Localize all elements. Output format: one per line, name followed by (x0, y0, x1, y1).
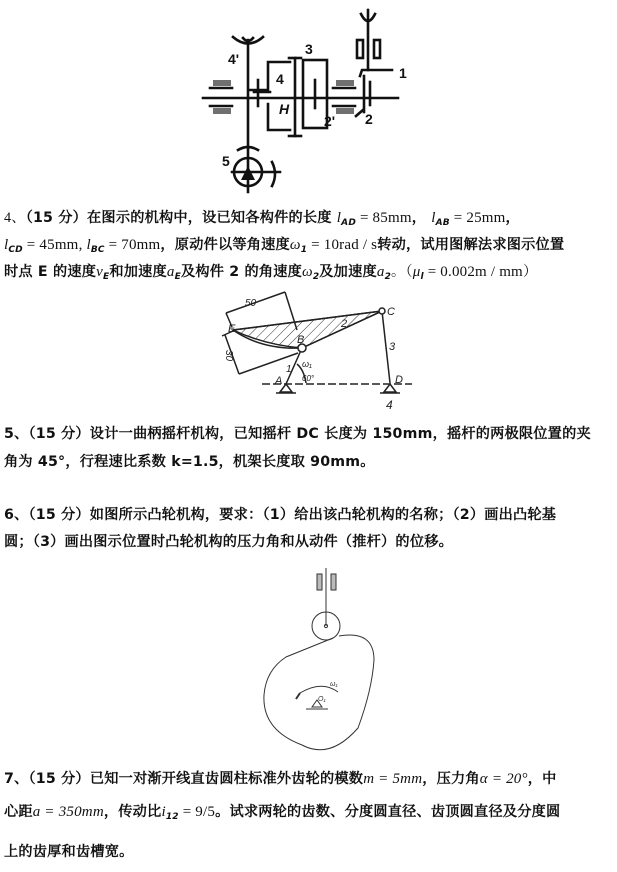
q4-line-2 (4, 236, 564, 259)
gear-label-3: 3 (305, 41, 313, 57)
point-D: D (395, 374, 403, 386)
gear-label-2prime: 2' (324, 113, 336, 129)
link-2: 2 (341, 318, 348, 330)
omega-label: ω₁ (302, 359, 312, 369)
q7-text: ，中 (527, 771, 557, 787)
q6-line-2: 圆；（3）画出图示位置时凸轮机构的压力角和从动件（推杆）的位移。 (4, 534, 453, 550)
value-mu: = 0.002m / mm (423, 264, 523, 280)
q4-text: 及构件 2 的角速度 (180, 264, 303, 280)
dim-50: 50 (245, 298, 257, 309)
q4-line-1 (4, 209, 520, 232)
q7-text: 。试求两轮的齿数、分度圆直径、齿顶圆直径及分度圆 (215, 804, 561, 820)
value-lab: = 25mm (449, 210, 506, 226)
sub-cd: CD (8, 245, 23, 255)
q7-line-3: 上的齿厚和齿槽宽。 (4, 844, 134, 860)
sub-e: E (102, 272, 110, 282)
q4-text: 时点 E 的速度 (4, 264, 97, 280)
gear-label-5: 5 (222, 153, 230, 169)
q4-text: 转动，试用图解法求图示位置 (377, 237, 565, 253)
q4-text: 及加速度 (319, 264, 377, 280)
var-i: i (161, 804, 166, 820)
var-l: l (4, 237, 9, 253)
gear-label-H: H (279, 101, 290, 117)
link-4: 4 (386, 398, 393, 412)
q5-line-1: 5、（15 分）设计一曲柄摇杆机构，已知摇杆 DC 长度为 150mm，摇杆的两极限位置的夹 (4, 426, 591, 442)
var-a: a (166, 264, 175, 280)
var-l: l (86, 237, 91, 253)
value-pressure-angle: α = 20° (479, 771, 528, 787)
cam-figure (260, 565, 400, 755)
value-lcd: = 45mm (22, 237, 79, 253)
gear-label-2: 2 (365, 111, 373, 127)
var-a: a (376, 264, 385, 280)
q4-text: 和加速度 (109, 264, 167, 280)
q5-line-2: 角为 45°，行程速比系数 k=1.5，机架长度取 90mm。 (4, 454, 375, 470)
q4-line-3 (4, 263, 537, 286)
sub-e: E (174, 272, 181, 282)
separator: ， (411, 210, 427, 226)
point-C: C (387, 306, 395, 318)
point-E: E (228, 323, 236, 335)
q7-points: （15 分） (28, 771, 90, 787)
q4-number: 4、 (4, 210, 26, 226)
q6-line-1: 6、（15 分）如图所示凸轮机构，要求：（1）给出该凸轮机构的名称；（2）画出凸轮基 (4, 507, 557, 523)
var-v: v (96, 264, 103, 280)
q4-text: ，原动件以等角速度 (160, 237, 290, 253)
link-3: 3 (389, 341, 396, 353)
cam-omega-label: ω₁ (330, 681, 338, 688)
sub-2: 2 (384, 272, 392, 282)
gear-train-figure (195, 0, 425, 200)
value-center-distance: a = 350mm (32, 804, 104, 820)
sub-12: 12 (165, 812, 179, 822)
gear-label-1: 1 (399, 65, 407, 81)
q4-text: ） (522, 264, 538, 280)
sub-l: l (420, 272, 424, 282)
sub-2: 2 (312, 272, 320, 282)
linkage-figure (205, 288, 420, 413)
q7-line-2 (4, 803, 560, 826)
q7-text: ，传动比 (103, 804, 162, 820)
sub-1: 1 (300, 245, 308, 255)
q7-text: ，压力角 (422, 771, 480, 787)
cam-pivot-label: O₁ (318, 696, 326, 703)
link-1: 1 (286, 364, 292, 375)
value-module: m = 5mm (363, 771, 423, 787)
var-l: l (431, 210, 436, 226)
q7-line-1 (4, 770, 556, 788)
sub-bc: BC (90, 245, 105, 255)
var-omega: ω (302, 264, 313, 280)
q4-text: 在图示的机构中，设已知各构件的长度 (87, 210, 332, 226)
separator: ， (505, 210, 520, 226)
gear-label-4prime: 4' (228, 51, 240, 67)
point-B: B (297, 334, 305, 346)
value-ratio: = 9/5 (178, 804, 216, 820)
dim-30: 30 (223, 350, 234, 362)
q7-text: 已知一对渐开线直齿圆柱标准外齿轮的模数 (89, 771, 364, 787)
sub-ab: AB (435, 218, 450, 228)
value-omega1: = 10rad / s (307, 237, 378, 253)
var-omega: ω (289, 237, 301, 253)
angle-label: 60° (302, 374, 315, 383)
separator: , (78, 237, 87, 253)
var-l: l (336, 210, 342, 226)
value-lbc: = 70mm (104, 237, 161, 253)
var-mu: μ (412, 264, 421, 280)
q4-points: （15 分） (25, 210, 88, 226)
point-A: A (275, 375, 283, 387)
q4-text: 。（ (391, 264, 413, 280)
gear-label-4: 4 (276, 71, 284, 87)
q7-number: 7、 (4, 771, 29, 787)
q7-text: 心距 (4, 804, 33, 820)
sub-ad: AD (341, 218, 356, 228)
value-lad: = 85mm (356, 210, 412, 226)
